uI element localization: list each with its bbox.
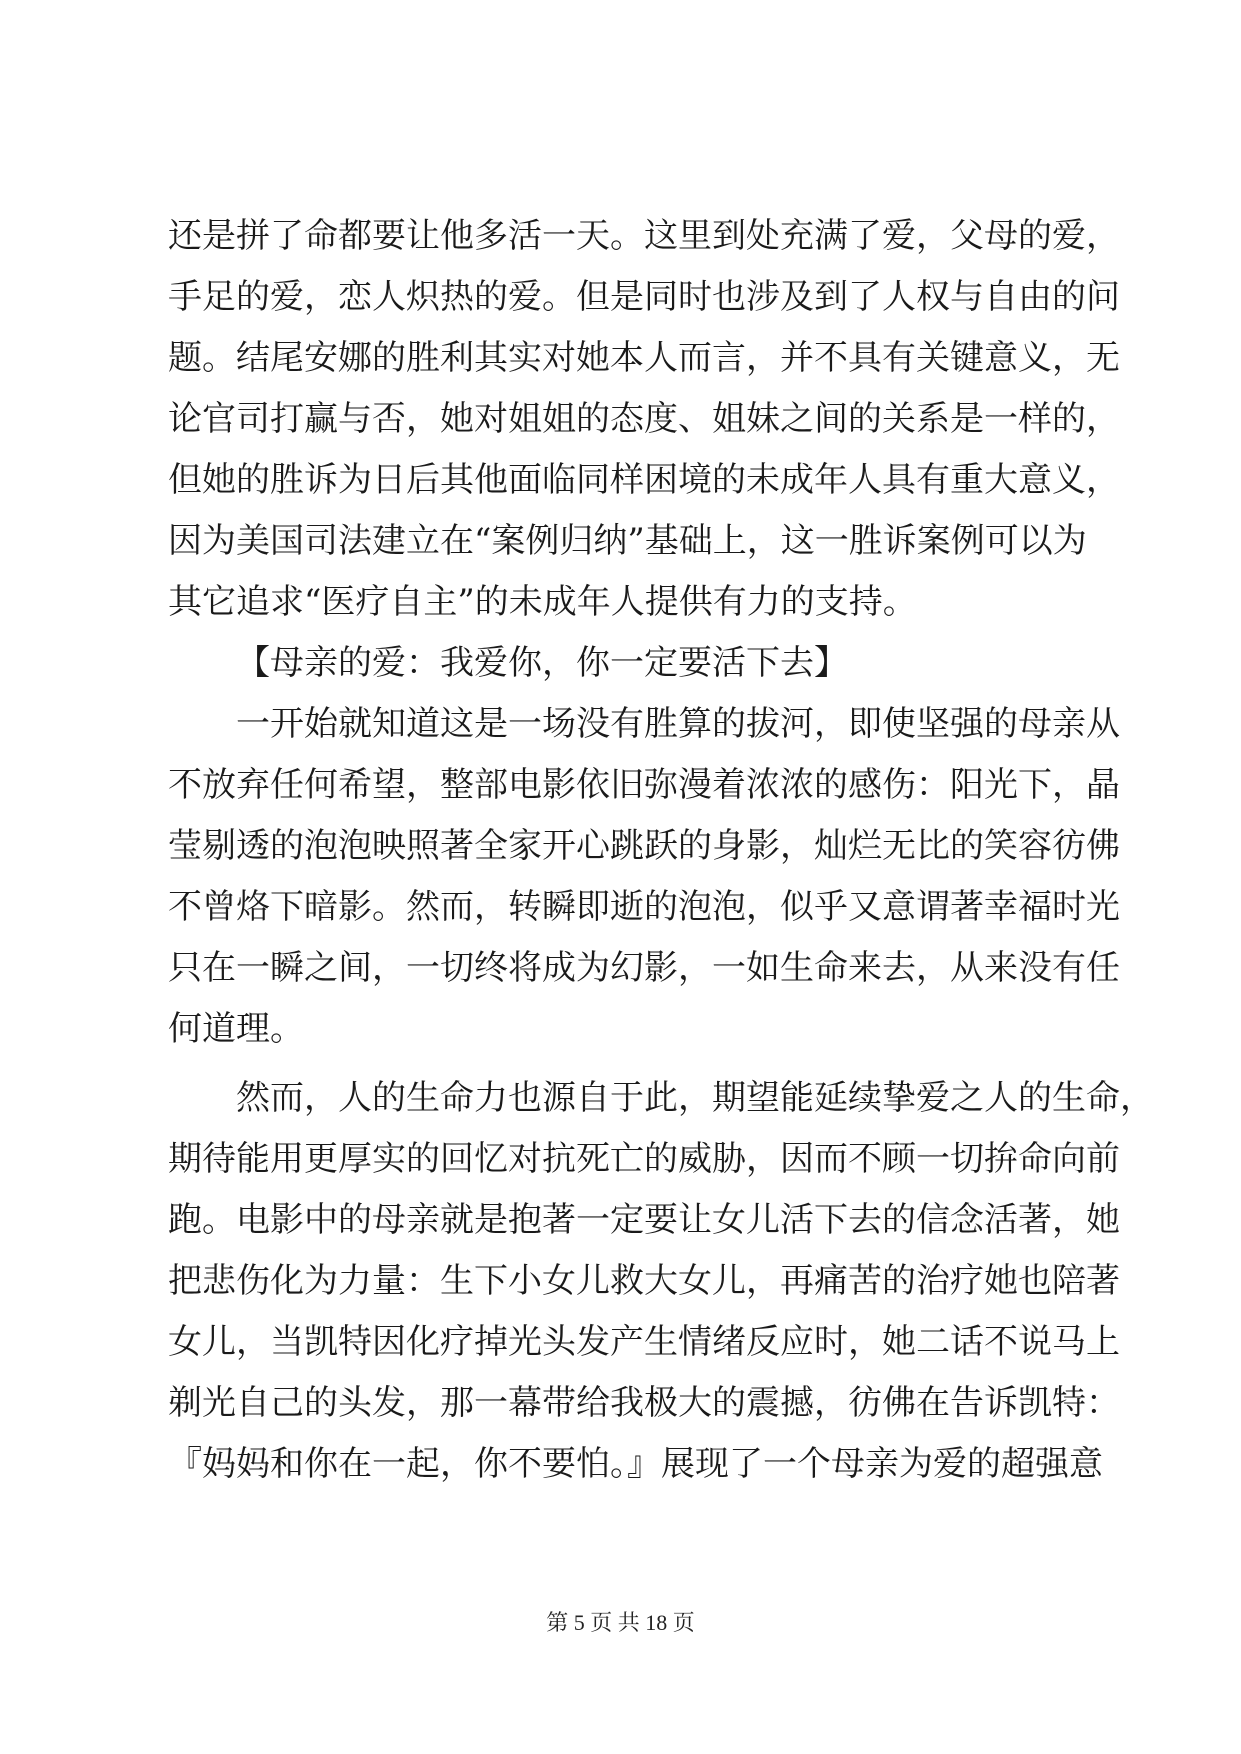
text-line: 因为美国司法建立在“案例归纳”基础上，这一胜诉案例可以为 (168, 521, 1087, 561)
text-line: 题。结尾安娜的胜利其实对她本人而言，并不具有关键意义，无 (168, 338, 1120, 378)
page-footer: 第 5 页 共 18 页 (546, 1610, 695, 1635)
text-line: 论官司打赢与否，她对姐姐的态度、姐妹之间的关系是一样的， (168, 399, 1120, 439)
text-line: 其它追求“医疗自主”的未成年人提供有力的支持。 (168, 582, 917, 622)
text-line: 还是拼了命都要让他多活一天。这里到处充满了爱，父母的爱， (168, 216, 1120, 256)
text-line: 一开始就知道这是一场没有胜算的拔河，即使坚强的母亲从 (236, 704, 1120, 744)
text-line: 『妈妈和你在一起，你不要怕。』展现了一个母亲为爱的超强意 (168, 1444, 1103, 1484)
body-text (168, 206, 1154, 1495)
text-line: 不放弃任何希望，整部电影依旧弥漫着浓浓的感伤：阳光下，晶 (168, 765, 1120, 805)
text-line: 不曾烙下暗影。然而，转瞬即逝的泡泡，似乎又意谓著幸福时光 (168, 887, 1120, 927)
text-line: 莹剔透的泡泡映照著全家开心跳跃的身影，灿烂无比的笑容彷佛 (168, 826, 1120, 866)
text-line: 把悲伤化为力量：生下小女儿救大女儿，再痛苦的治疗她也陪著 (168, 1261, 1120, 1301)
section-heading: 【母亲的爱：我爱你，你一定要活下去】 (236, 643, 848, 683)
text-line: 女儿，当凯特因化疗掉光头发产生情绪反应时，她二话不说马上 (168, 1322, 1120, 1362)
text-line: 期待能用更厚实的回忆对抗死亡的威胁，因而不顾一切拚命向前 (168, 1139, 1120, 1179)
text-line: 跑。电影中的母亲就是抱著一定要让女儿活下去的信念活著，她 (168, 1200, 1120, 1240)
text-line: 剃光自己的头发，那一幕带给我极大的震撼，彷佛在告诉凯特： (168, 1383, 1120, 1423)
text-line: 手足的爱，恋人炽热的爱。但是同时也涉及到了人权与自由的问 (168, 277, 1120, 317)
text-line: 但她的胜诉为日后其他面临同样困境的未成年人具有重大意义， (168, 460, 1120, 500)
text-line: 何道理。 (168, 1009, 304, 1049)
text-line: 然而，人的生命力也源自于此，期望能延续挚爱之人的生命， (236, 1078, 1154, 1118)
text-line: 只在一瞬之间，一切终将成为幻影，一如生命来去，从来没有任 (168, 948, 1120, 988)
paragraph-gap (168, 1060, 1080, 1068)
